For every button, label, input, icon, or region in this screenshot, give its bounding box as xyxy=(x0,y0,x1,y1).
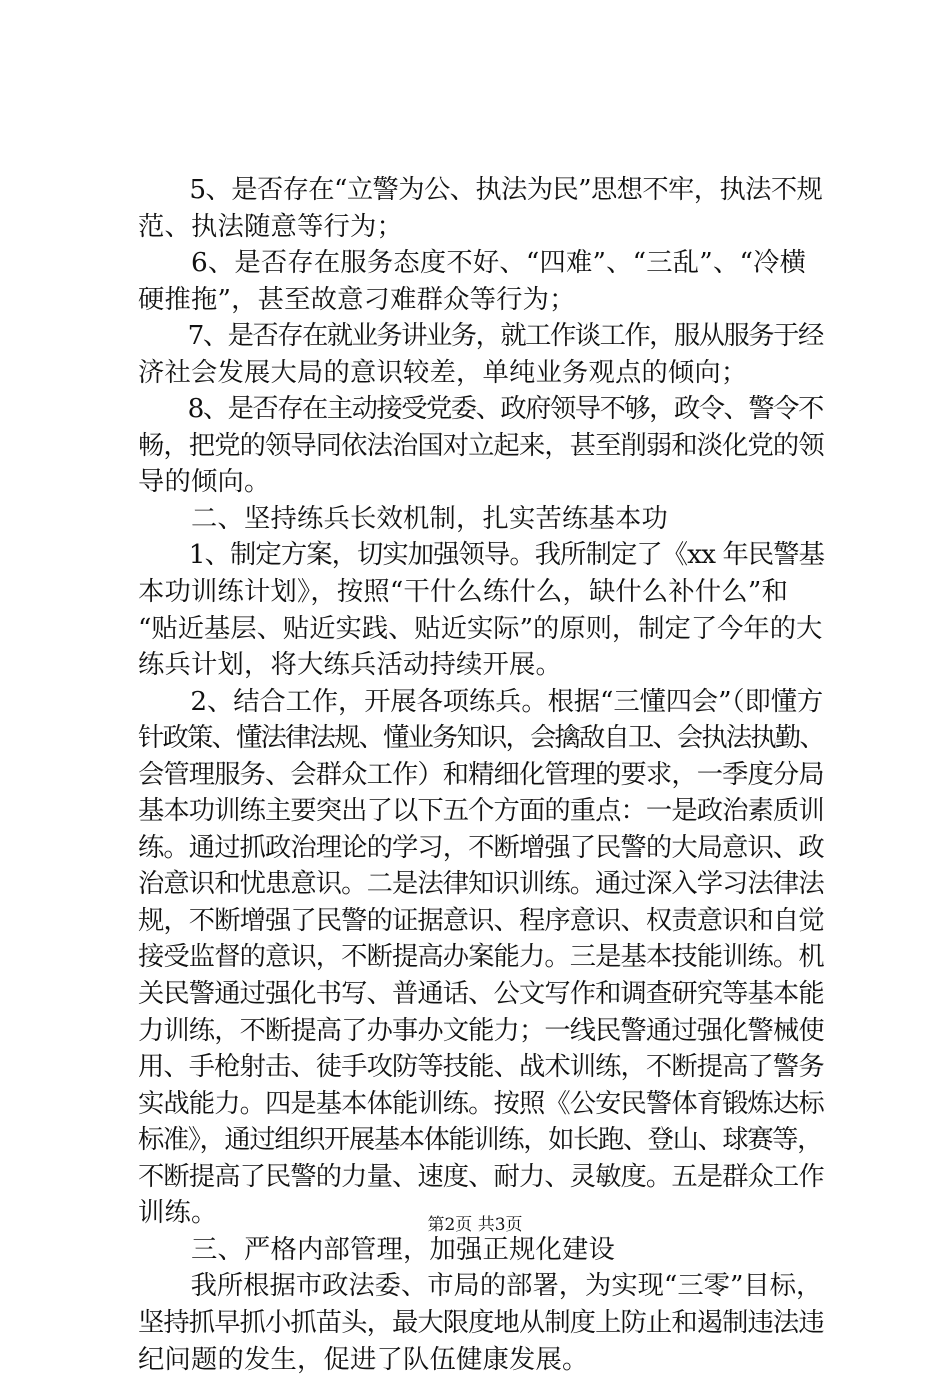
text-line: 基本功训练主要突出了以下五个方面的重点：一是政治素质训 xyxy=(138,793,824,830)
text-line: 1、制定方案，切实加强领导。我所制定了《xx 年民警基 xyxy=(138,537,824,574)
text-line: 硬推拖”，甚至故意刁难群众等行为； xyxy=(138,282,824,319)
text-line: 标准》，通过组织开展基本体能训练，如长跑、登山、球赛等， xyxy=(138,1122,824,1159)
text-line: 6、是否存在服务态度不好、“四难”、“三乱”、“冷横 xyxy=(138,245,824,282)
text-line: 济社会发展大局的意识较差，单纯业务观点的倾向； xyxy=(138,355,824,392)
text-line: 本功训练计划》，按照“干什么练什么，缺什么补什么”和 xyxy=(138,574,824,611)
text-line: 实战能力。四是基本体能训练。按照《公安民警体育锻炼达标 xyxy=(138,1086,824,1123)
text-line: 纪问题的发生，促进了队伍健康发展。 xyxy=(138,1342,824,1378)
text-line: 训练。 xyxy=(138,1195,824,1232)
page-number-footer: 第2页 共3页 xyxy=(0,1214,950,1236)
text-line: 我所根据市政法委、市局的部署，为实现“三零”目标， xyxy=(138,1268,824,1305)
text-line: 用、手枪射击、徒手攻防等技能、战术训练，不断提高了警务 xyxy=(138,1049,824,1086)
text-line: 导的倾向。 xyxy=(138,464,824,501)
text-line: “贴近基层、贴近实践、贴近实际”的原则，制定了今年的大 xyxy=(138,611,824,648)
text-line: 会管理服务、会群众工作）和精细化管理的要求，一季度分局 xyxy=(138,757,824,794)
text-line: 范、执法随意等行为； xyxy=(138,209,824,246)
text-line: 二、坚持练兵长效机制，扎实苦练基本功 xyxy=(138,501,824,538)
text-line: 2、结合工作，开展各项练兵。根据“三懂四会”（即懂方 xyxy=(138,684,824,721)
text-line: 规，不断增强了民警的证据意识、程序意识、权责意识和自觉 xyxy=(138,903,824,940)
document-body xyxy=(138,172,824,1378)
text-line: 坚持抓早抓小抓苗头，最大限度地从制度上防止和遏制违法违 xyxy=(138,1305,824,1342)
text-line: 7、是否存在就业务讲业务，就工作谈工作，服从服务于经 xyxy=(138,318,824,355)
text-line: 练兵计划，将大练兵活动持续开展。 xyxy=(138,647,824,684)
text-line: 不断提高了民警的力量、速度、耐力、灵敏度。五是群众工作 xyxy=(138,1159,824,1196)
text-line: 接受监督的意识，不断提高办案能力。三是基本技能训练。机 xyxy=(138,939,824,976)
text-line: 5、是否存在“立警为公、执法为民”思想不牢，执法不规 xyxy=(138,172,824,209)
text-line: 治意识和忧患意识。二是法律知识训练。通过深入学习法律法 xyxy=(138,866,824,903)
text-line: 针政策、懂法律法规、懂业务知识，会擒敌自卫、会执法执勤、 xyxy=(138,720,824,757)
text-line: 力训练，不断提高了办事办文能力；一线民警通过强化警械使 xyxy=(138,1013,824,1050)
text-line: 畅，把党的领导同依法治国对立起来，甚至削弱和淡化党的领 xyxy=(138,428,824,465)
text-line: 三、严格内部管理，加强正规化建设 xyxy=(138,1232,824,1269)
text-line: 练。通过抓政治理论的学习，不断增强了民警的大局意识、政 xyxy=(138,830,824,867)
text-line: 关民警通过强化书写、普通话、公文写作和调查研究等基本能 xyxy=(138,976,824,1013)
text-line: 8、是否存在主动接受党委、政府领导不够，政令、警令不 xyxy=(138,391,824,428)
